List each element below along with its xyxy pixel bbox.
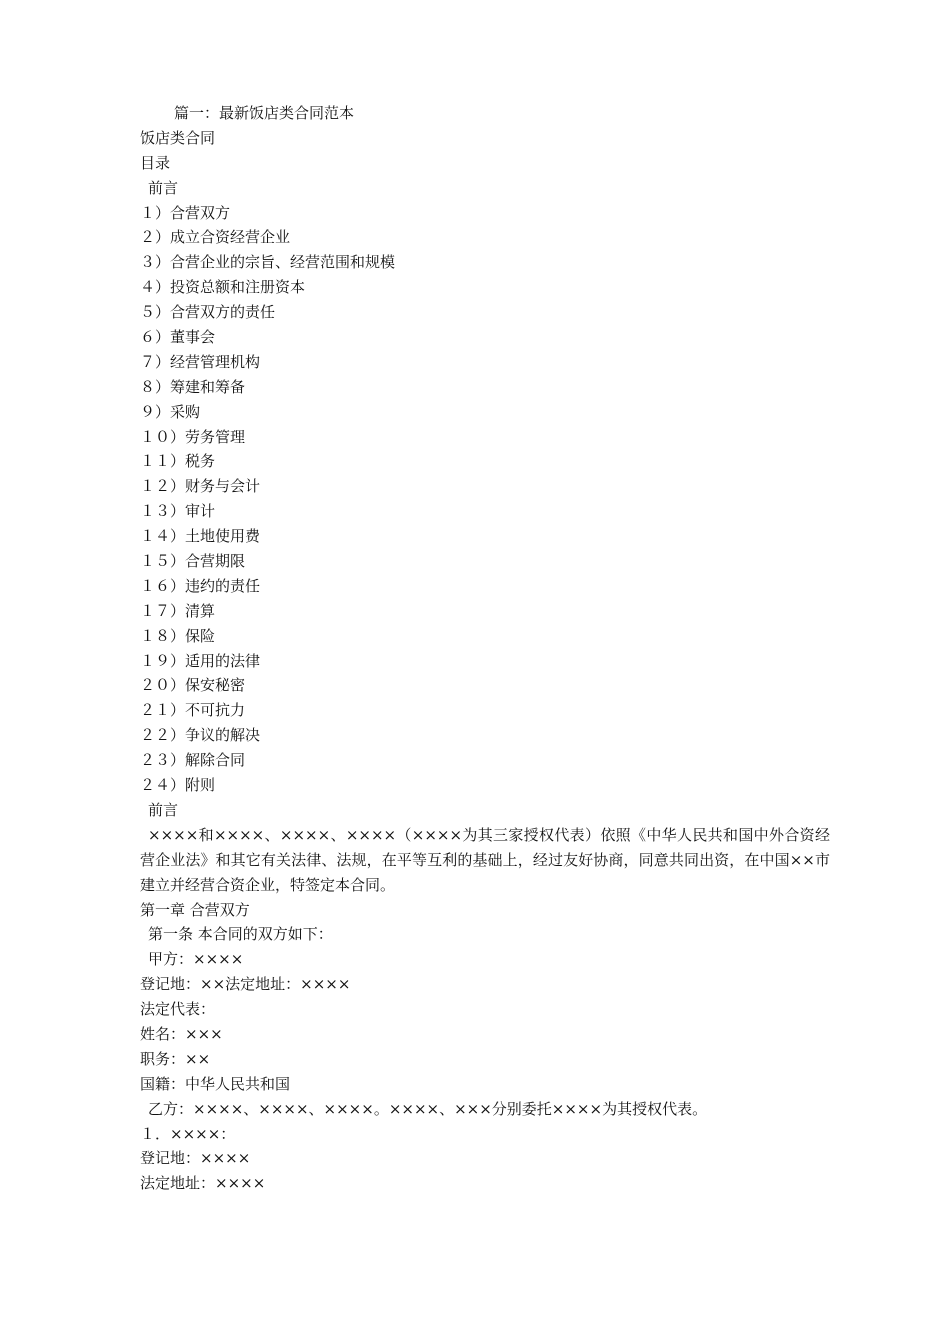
toc-item: ２）成立合资经营企业 xyxy=(140,228,291,247)
toc-item: １９）适用的法律 xyxy=(140,651,261,670)
toc-item: ２２）争议的解决 xyxy=(140,726,261,745)
toc-item: １１）税务 xyxy=(140,452,216,471)
toc-item: １７）清算 xyxy=(140,601,216,620)
article-line: 第一条 本合同的双方如下： xyxy=(148,925,333,944)
toc-item: 前言 xyxy=(148,178,179,197)
toc-item: ２１）不可抗力 xyxy=(140,701,246,720)
toc-item: ８）筹建和筹备 xyxy=(140,377,246,396)
toc-item: １８）保险 xyxy=(140,626,216,645)
item-1-address: 法定地址：×××× xyxy=(140,1174,266,1193)
legal-representative-label: 法定代表： xyxy=(140,1000,216,1019)
toc-item: ９）采购 xyxy=(140,402,201,421)
table-of-contents xyxy=(140,176,840,798)
toc-item: ７）经营管理机构 xyxy=(140,352,261,371)
item-1-registration: 登记地：×××× xyxy=(140,1149,251,1168)
party-a-registration: 登记地：××法定地址：×××× xyxy=(140,975,351,994)
toc-item: ６）董事会 xyxy=(140,328,216,347)
toc-item: ３）合营企业的宗旨、经营范围和规模 xyxy=(140,253,396,272)
document-heading: 篇一：最新饭店类合同范本 xyxy=(174,104,355,122)
toc-item: ５）合营双方的责任 xyxy=(140,303,276,322)
toc-item: １４）土地使用费 xyxy=(140,527,261,546)
toc-item: ２４）附则 xyxy=(140,776,216,795)
party-a-line: 甲方：×××× xyxy=(148,950,244,969)
preface-heading: 前言 xyxy=(148,800,179,819)
toc-item: １５）合营期限 xyxy=(140,552,246,571)
nationality-line: 国籍：中华人民共和国 xyxy=(140,1074,291,1093)
item-1-line: １．××××： xyxy=(140,1124,236,1143)
document-page xyxy=(140,101,840,1196)
toc-item: １３）审计 xyxy=(140,502,216,521)
name-line: 姓名：××× xyxy=(140,1025,223,1043)
toc-label: 目录 xyxy=(140,153,171,172)
toc-item: １２）财务与会计 xyxy=(140,477,261,496)
toc-item: １０）劳务管理 xyxy=(140,427,246,446)
toc-item: ２０）保安秘密 xyxy=(140,676,246,695)
position-line: 职务：×× xyxy=(140,1049,211,1068)
toc-item: １６）违约的责任 xyxy=(140,576,261,595)
toc-item: ４）投资总额和注册资本 xyxy=(140,278,306,297)
preface-paragraph: ××××和××××、××××、××××（××××为其三家授权代表）依照《中华人民共和国中外合资经营企业法》和其它有关法律、法规，在平等互利的基础上，经过友好协商，同意共同出资，在中国××市建立并经营合资企业，特签定本合同。 xyxy=(140,825,830,894)
toc-item: ２３）解除合同 xyxy=(140,751,246,770)
toc-item: １）合营双方 xyxy=(140,203,231,222)
document-subtitle: 饭店类合同 xyxy=(140,128,216,147)
party-b-line: 乙方：××××、××××、××××。××××、×××分别委托××××为其授权代表。 xyxy=(148,1099,708,1118)
chapter-title: 第一章 合营双方 xyxy=(140,900,250,919)
